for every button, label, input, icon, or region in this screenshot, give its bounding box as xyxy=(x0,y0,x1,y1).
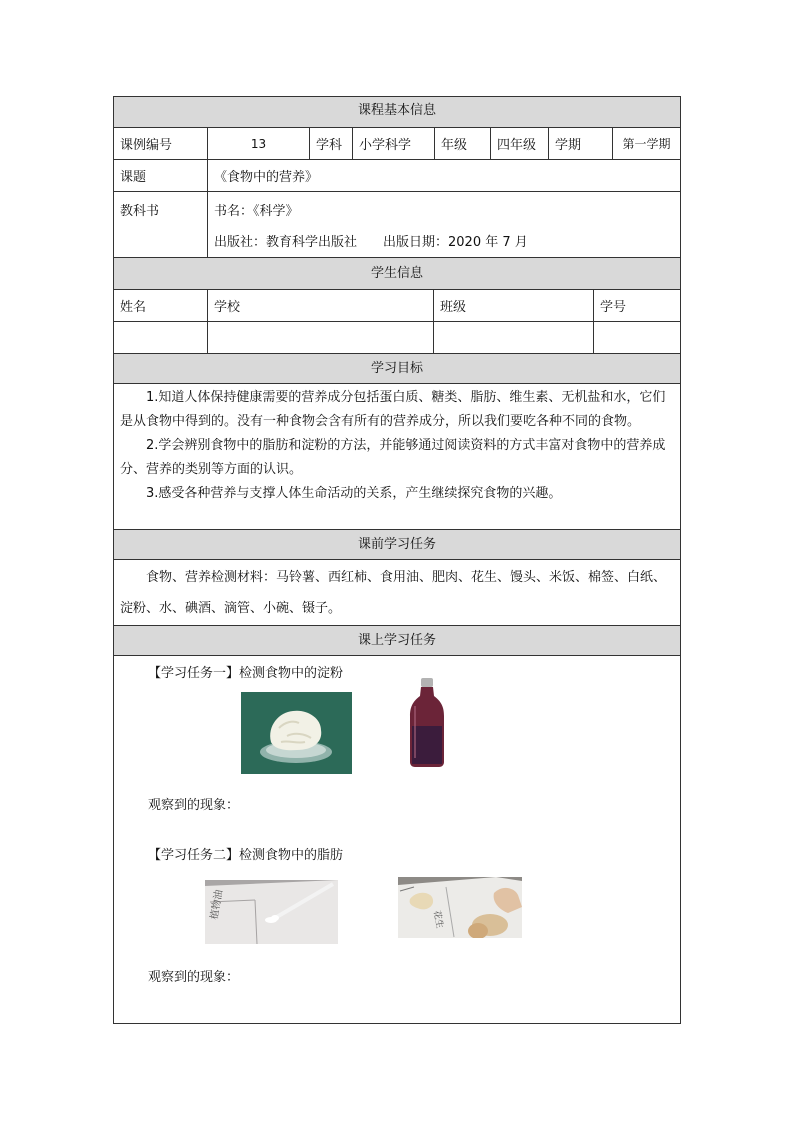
textbook-info xyxy=(207,192,680,257)
semester-value: 第一学期 xyxy=(612,128,680,159)
subject-label: 学科 xyxy=(309,128,352,159)
starch-dish-photo xyxy=(241,692,352,774)
goals-header xyxy=(114,354,680,384)
name-field[interactable] xyxy=(114,322,207,353)
peanut-press-photo xyxy=(398,877,522,938)
school-label: 学校 xyxy=(207,290,433,321)
in-class-header-text: 课上学习任务 xyxy=(357,633,436,648)
pre-task-header xyxy=(114,530,680,560)
oil-swab-photo xyxy=(205,880,338,944)
student-id-field[interactable] xyxy=(593,322,680,353)
topic-label: 课题 xyxy=(120,170,147,185)
case-no-value: 13 xyxy=(207,128,309,159)
course-info-header xyxy=(114,97,680,128)
subject-value: 小学科学 xyxy=(352,128,434,159)
textbook-row xyxy=(114,192,680,258)
grade-value: 四年级 xyxy=(490,128,548,159)
oil-label: 植物油 xyxy=(209,889,226,921)
observe2-label: 观察到的现象： xyxy=(148,970,240,985)
pre-task-text: 食物、营养检测材料：马铃薯、西红柿、食用油、肥肉、花生、馒头、米饭、棉签、白纸、淀粉、水、碘酒、滴管、小碗、镊子。 xyxy=(120,569,667,616)
student-info-header-text: 学生信息 xyxy=(370,266,423,281)
oil-swab-image xyxy=(205,880,338,944)
task2-title: 【学习任务二】检测食物中的脂肪 xyxy=(148,848,344,863)
class-field[interactable] xyxy=(433,322,593,353)
goals-body xyxy=(114,384,680,530)
textbook-label: 教科书 xyxy=(120,204,160,219)
textbook-publisher: 出版社：教育科学出版社 出版日期：2020 年 7 月 xyxy=(214,234,528,250)
student-id-label: 学号 xyxy=(593,290,680,321)
in-class-header xyxy=(114,626,680,656)
course-meta-row xyxy=(114,128,680,160)
goal-item: 1.知道人体保持健康需要的营养成分包括蛋白质、糖类、脂肪、维生素、无机盐和水，它们是从食物中得到的。没有一种食物会含有所有的营养成分，所以我们要吃各种不同的食物。 xyxy=(120,390,666,429)
name-label: 姓名 xyxy=(120,300,147,315)
in-class-body xyxy=(114,656,680,1023)
goal-item: 3.感受各种营养与支撑人体生命活动的关系，产生继续探究食物的兴趣。 xyxy=(146,486,562,501)
case-no-label: 课例编号 xyxy=(120,138,173,153)
goals-header-text: 学习目标 xyxy=(370,361,423,376)
starch-dish-image xyxy=(241,692,352,774)
student-values-row xyxy=(114,322,680,354)
student-info-header xyxy=(114,258,680,290)
topic-row xyxy=(114,160,680,192)
iodine-bottle-photo xyxy=(406,678,448,768)
task1-title: 【学习任务一】检测食物中的淀粉 xyxy=(148,666,344,681)
school-field[interactable] xyxy=(207,322,433,353)
peanut-press-image xyxy=(398,877,522,938)
goal-item: 2.学会辨别食物中的脂肪和淀粉的方法，并能够通过阅读资料的方式丰富对食物中的营养成分、营养的类别等方面的认识。 xyxy=(120,438,666,477)
observe1-label: 观察到的现象： xyxy=(148,798,240,813)
iodine-bottle-image xyxy=(406,678,448,768)
pre-task-header-text: 课前学习任务 xyxy=(357,537,436,552)
student-labels-row xyxy=(114,290,680,322)
pre-task-body xyxy=(114,560,680,626)
lesson-sheet xyxy=(113,96,681,1024)
textbook-name: 书名：《科学》 xyxy=(214,203,299,219)
course-info-header-text: 课程基本信息 xyxy=(357,103,436,118)
topic-value: 《食物中的营养》 xyxy=(207,160,680,191)
peanut-label: 花生 xyxy=(431,909,445,930)
grade-label: 年级 xyxy=(434,128,490,159)
semester-label: 学期 xyxy=(548,128,612,159)
class-label: 班级 xyxy=(433,290,593,321)
